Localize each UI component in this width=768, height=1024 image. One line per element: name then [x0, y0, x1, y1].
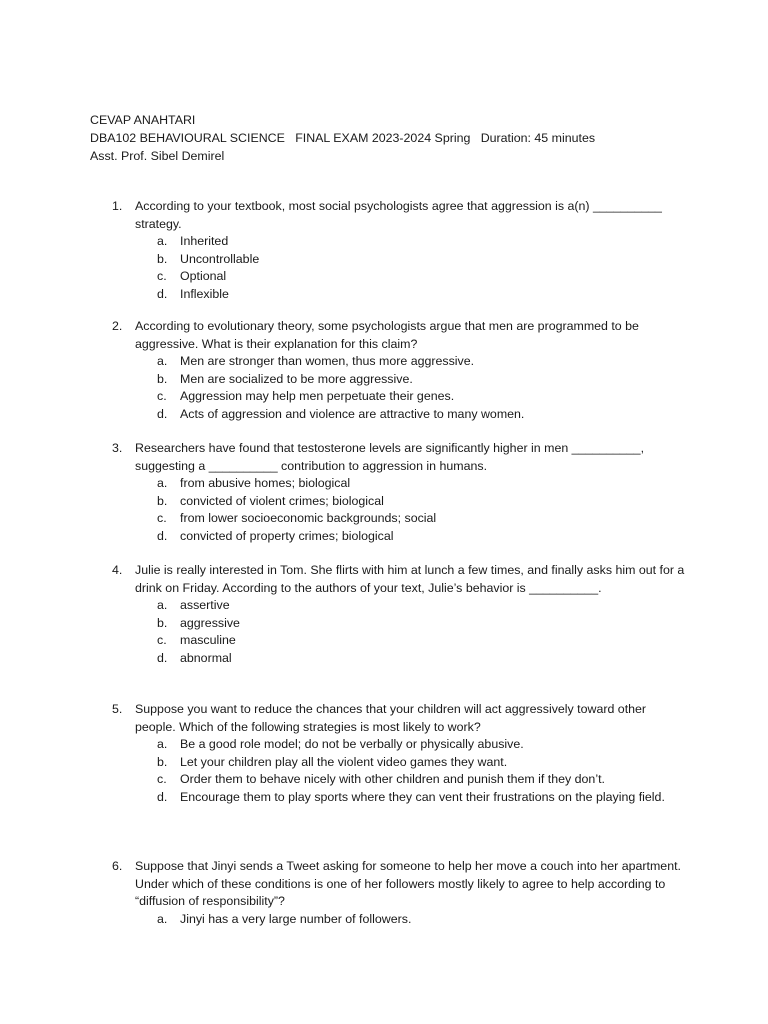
option-a: a. assertive [157, 598, 230, 612]
question-number: 6. [112, 859, 123, 873]
question-number: 3. [112, 441, 123, 455]
question-text: Suppose you want to reduce the chances that your children will act aggressively toward other people. Which of the following strategies is most likely to work? [135, 702, 647, 734]
option-d: d. Acts of aggression and violence are attractive to many women. [157, 406, 525, 421]
option-b: b. aggressive [157, 615, 240, 630]
question-3 [90, 440, 690, 545]
question-number: 4. [112, 563, 123, 577]
option-a: a. from abusive homes; biological [157, 476, 351, 490]
question-1 [90, 198, 690, 303]
option-b: b. convicted of violent crimes; biological [157, 493, 384, 508]
option-c: c. Optional [157, 269, 227, 284]
answer-key-title: CEVAP ANAHTARI [90, 113, 196, 127]
option-list [90, 475, 690, 545]
option-b: b. Uncontrollable [157, 251, 260, 266]
question-2 [90, 318, 690, 423]
question-4 [90, 562, 690, 667]
option-a: a. Jinyi has a very large number of followers. [157, 911, 412, 926]
question-text: Julie is really interested in Tom. She flirts with him at lunch a few times, and finally asks him out for a drink on Friday. According to the authors of your text, Julie’s behavior is __________. [135, 563, 685, 595]
question-5 [90, 701, 690, 806]
question-text: According to your textbook, most social psychologists agree that aggression is a(n) __________ strategy. [135, 199, 662, 231]
question-number: 2. [112, 319, 123, 333]
option-d: d. Encourage them to play sports where they can vent their frustrations on the playing field. [157, 789, 665, 804]
option-d: d. Inflexible [157, 286, 229, 301]
option-list [90, 597, 690, 667]
option-list [90, 736, 690, 806]
question-text: According to evolutionary theory, some psychologists argue that men are programmed to be aggressive. What is their explanation for this claim? [135, 319, 639, 351]
option-a: a. Inherited [157, 234, 229, 248]
instructor-name: Asst. Prof. Sibel Demirel [90, 149, 225, 163]
option-b: b. Let your children play all the violent video games they want. [157, 754, 508, 769]
option-a: a. Be a good role model; do not be verbally or physically abusive. [157, 737, 524, 751]
option-c: c. from lower socioeconomic backgrounds; social [157, 511, 437, 526]
option-c: c. masculine [157, 633, 236, 648]
question-number: 1. [112, 199, 123, 213]
option-b: b. Men are socialized to be more aggressive. [157, 371, 413, 386]
exam-header [90, 111, 595, 165]
option-c: c. Aggression may help men perpetuate their genes. [157, 389, 455, 404]
option-d: d. convicted of property crimes; biological [157, 528, 394, 543]
option-a: a. Men are stronger than women, thus more aggressive. [157, 354, 475, 368]
option-list [90, 233, 690, 303]
question-text: Suppose that Jinyi sends a Tweet asking for someone to help her move a couch into her apartment. Under which of these conditions is one of her followers mostly likely to agree to help according to “diffusion of responsibility”? [135, 859, 681, 908]
question-text: Researchers have found that testosterone levels are significantly higher in men __________, suggesting a __________ contribution to aggression in humans. [135, 441, 645, 473]
question-number: 5. [112, 702, 123, 716]
question-6 [90, 858, 690, 928]
option-list [90, 911, 690, 929]
option-d: d. abnormal [157, 650, 232, 665]
course-exam-info: DBA102 BEHAVIOURAL SCIENCE FINAL EXAM 2023-2024 Spring Duration: 45 minutes [90, 131, 596, 145]
option-list [90, 353, 690, 423]
option-c: c. Order them to behave nicely with other children and punish them if they don’t. [157, 772, 605, 787]
